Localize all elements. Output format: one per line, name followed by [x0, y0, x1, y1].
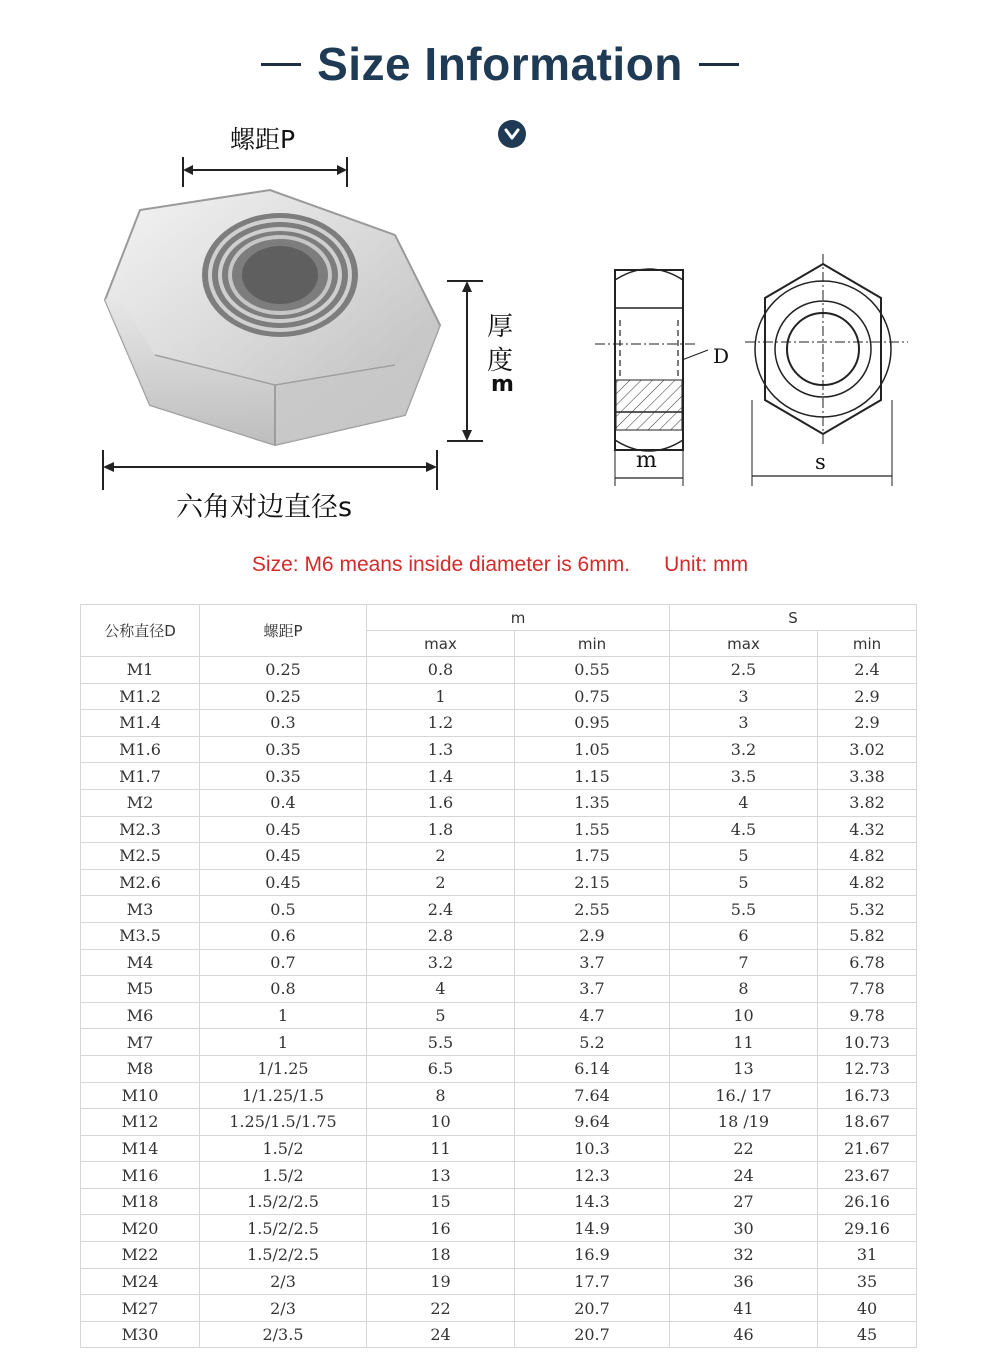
- cell-m-max: 4: [367, 976, 515, 1003]
- cell-m-max: 2.4: [367, 896, 515, 923]
- cell-nominal: M1.4: [81, 710, 200, 737]
- table-row: [81, 1082, 917, 1109]
- cell-pitch: 0.25: [200, 657, 367, 684]
- cell-s-max: 5: [670, 869, 818, 896]
- title-dash-right: [699, 63, 739, 66]
- pitch-label: 螺距P: [230, 125, 296, 154]
- table-row: [81, 1295, 917, 1322]
- cell-m-min: 17.7: [515, 1268, 670, 1295]
- size-note-text: Size: M6 means inside diameter is 6mm.: [251, 553, 631, 576]
- cell-nominal: M14: [81, 1135, 200, 1162]
- table-row: [81, 843, 917, 870]
- cell-m-min: 5.2: [515, 1029, 670, 1056]
- cell-nominal: M24: [81, 1268, 200, 1295]
- cell-nominal: M1.2: [81, 683, 200, 710]
- size-table-body: [81, 657, 917, 1348]
- cell-m-max: 1.6: [367, 789, 515, 816]
- cell-m-max: 13: [367, 1162, 515, 1189]
- header-m: m: [367, 605, 670, 631]
- cell-pitch: 2/3: [200, 1295, 367, 1322]
- cell-nominal: M2.5: [81, 843, 200, 870]
- cell-pitch: 0.8: [200, 976, 367, 1003]
- cell-s-max: 11: [670, 1029, 818, 1056]
- cell-s-min: 5.32: [818, 896, 917, 923]
- table-row: [81, 922, 917, 949]
- thickness-label-top: 厚: [487, 312, 514, 342]
- cell-s-min: 2.4: [818, 657, 917, 684]
- cell-m-max: 22: [367, 1295, 515, 1322]
- cell-pitch: 0.35: [200, 763, 367, 790]
- cell-m-max: 1.8: [367, 816, 515, 843]
- table-row: [81, 1215, 917, 1242]
- cell-m-min: 20.7: [515, 1321, 670, 1348]
- title-dash-left: [261, 63, 301, 66]
- cell-m-max: 11: [367, 1135, 515, 1162]
- cell-pitch: 0.25: [200, 683, 367, 710]
- cell-nominal: M27: [81, 1295, 200, 1322]
- cell-m-max: 18: [367, 1242, 515, 1269]
- cell-s-max: 41: [670, 1295, 818, 1322]
- cell-m-max: 19: [367, 1268, 515, 1295]
- title-row: [0, 32, 1000, 96]
- cell-nominal: M1.6: [81, 736, 200, 763]
- cell-s-min: 3.38: [818, 763, 917, 790]
- cell-s-min: 9.78: [818, 1002, 917, 1029]
- across-flats-label: 六角对边直径s: [176, 492, 353, 523]
- cell-s-max: 3.2: [670, 736, 818, 763]
- cell-pitch: 0.5: [200, 896, 367, 923]
- table-row: [81, 1268, 917, 1295]
- header-nominal: 公称直径D: [81, 605, 200, 657]
- table-row: [81, 1321, 917, 1348]
- cell-m-max: 2.8: [367, 922, 515, 949]
- cell-m-min: 3.7: [515, 976, 670, 1003]
- cell-s-max: 2.5: [670, 657, 818, 684]
- cell-s-min: 12.73: [818, 1055, 917, 1082]
- cell-nominal: M5: [81, 976, 200, 1003]
- cell-m-max: 1: [367, 683, 515, 710]
- cell-s-min: 4.82: [818, 869, 917, 896]
- header-m-min: min: [515, 631, 670, 657]
- cell-nominal: M3.5: [81, 922, 200, 949]
- table-row: [81, 763, 917, 790]
- cell-m-max: 15: [367, 1188, 515, 1215]
- cell-s-min: 40: [818, 1295, 917, 1322]
- cell-s-max: 36: [670, 1268, 818, 1295]
- cell-m-max: 1.2: [367, 710, 515, 737]
- table-row: [81, 976, 917, 1003]
- cell-nominal: M4: [81, 949, 200, 976]
- cell-s-min: 4.32: [818, 816, 917, 843]
- cell-s-min: 45: [818, 1321, 917, 1348]
- cell-nominal: M2.6: [81, 869, 200, 896]
- header-m-max: max: [367, 631, 515, 657]
- cell-m-min: 0.55: [515, 657, 670, 684]
- cell-m-max: 24: [367, 1321, 515, 1348]
- cell-m-min: 1.55: [515, 816, 670, 843]
- cell-s-max: 10: [670, 1002, 818, 1029]
- cell-pitch: 1/1.25/1.5: [200, 1082, 367, 1109]
- cell-m-min: 20.7: [515, 1295, 670, 1322]
- cell-m-max: 6.5: [367, 1055, 515, 1082]
- cell-m-min: 3.7: [515, 949, 670, 976]
- cell-s-min: 5.82: [818, 922, 917, 949]
- cell-pitch: 1.5/2: [200, 1135, 367, 1162]
- cell-m-min: 2.9: [515, 922, 670, 949]
- cell-pitch: 1.25/1.5/1.75: [200, 1109, 367, 1136]
- cell-s-min: 3.82: [818, 789, 917, 816]
- cell-pitch: 2/3.5: [200, 1321, 367, 1348]
- cell-s-max: 4.5: [670, 816, 818, 843]
- cell-nominal: M16: [81, 1162, 200, 1189]
- page-title: Size Information: [317, 38, 683, 90]
- header-s: S: [670, 605, 917, 631]
- cell-pitch: 0.45: [200, 869, 367, 896]
- cell-pitch: 0.4: [200, 789, 367, 816]
- cell-pitch: 1: [200, 1029, 367, 1056]
- cell-m-min: 0.95: [515, 710, 670, 737]
- cell-pitch: 2/3: [200, 1268, 367, 1295]
- cell-s-max: 4: [670, 789, 818, 816]
- nut-photo-illustration: [95, 115, 515, 525]
- cell-pitch: 1.5/2/2.5: [200, 1215, 367, 1242]
- cell-s-max: 46: [670, 1321, 818, 1348]
- cell-s-min: 23.67: [818, 1162, 917, 1189]
- cell-m-min: 14.3: [515, 1188, 670, 1215]
- cell-pitch: 0.6: [200, 922, 367, 949]
- header-pitch: 螺距P: [200, 605, 367, 657]
- cell-s-max: 30: [670, 1215, 818, 1242]
- cell-m-max: 2: [367, 843, 515, 870]
- cell-s-max: 13: [670, 1055, 818, 1082]
- table-row: [81, 1055, 917, 1082]
- cell-s-min: 2.9: [818, 683, 917, 710]
- cell-pitch: 0.35: [200, 736, 367, 763]
- table-row: [81, 869, 917, 896]
- table-row: [81, 896, 917, 923]
- cell-m-min: 14.9: [515, 1215, 670, 1242]
- cell-m-max: 5.5: [367, 1029, 515, 1056]
- cell-nominal: M30: [81, 1321, 200, 1348]
- cell-nominal: M1: [81, 657, 200, 684]
- cell-nominal: M2: [81, 789, 200, 816]
- cell-s-max: 3: [670, 710, 818, 737]
- thickness-label-m: m: [491, 372, 514, 397]
- table-row: [81, 1135, 917, 1162]
- cell-s-max: 6: [670, 922, 818, 949]
- cell-m-max: 10: [367, 1109, 515, 1136]
- cell-m-min: 2.55: [515, 896, 670, 923]
- cell-nominal: M22: [81, 1242, 200, 1269]
- cell-m-max: 16: [367, 1215, 515, 1242]
- cell-s-max: 5.5: [670, 896, 818, 923]
- cell-s-max: 18 /19: [670, 1109, 818, 1136]
- cell-nominal: M3: [81, 896, 200, 923]
- cell-s-max: 32: [670, 1242, 818, 1269]
- cell-m-min: 1.35: [515, 789, 670, 816]
- cell-pitch: 0.45: [200, 843, 367, 870]
- cell-nominal: M18: [81, 1188, 200, 1215]
- cell-pitch: 0.45: [200, 816, 367, 843]
- cell-s-min: 7.78: [818, 976, 917, 1003]
- cell-nominal: M10: [81, 1082, 200, 1109]
- cell-m-max: 8: [367, 1082, 515, 1109]
- table-row: [81, 683, 917, 710]
- cell-s-min: 35: [818, 1268, 917, 1295]
- cell-nominal: M7: [81, 1029, 200, 1056]
- cell-nominal: M1.7: [81, 763, 200, 790]
- cell-m-min: 1.75: [515, 843, 670, 870]
- cell-m-max: 3.2: [367, 949, 515, 976]
- table-row: [81, 710, 917, 737]
- cell-m-max: 0.8: [367, 657, 515, 684]
- cell-m-min: 10.3: [515, 1135, 670, 1162]
- cell-m-min: 1.05: [515, 736, 670, 763]
- cell-pitch: 1.5/2/2.5: [200, 1242, 367, 1269]
- table-row: [81, 1242, 917, 1269]
- cell-nominal: M6: [81, 1002, 200, 1029]
- drawing-label-m: m: [636, 448, 657, 473]
- cell-m-min: 7.64: [515, 1082, 670, 1109]
- table-row: [81, 1188, 917, 1215]
- size-note: [0, 553, 1000, 577]
- cell-s-min: 29.16: [818, 1215, 917, 1242]
- cell-s-min: 6.78: [818, 949, 917, 976]
- drawing-label-s: s: [815, 450, 826, 474]
- cell-m-min: 16.9: [515, 1242, 670, 1269]
- cell-s-min: 2.9: [818, 710, 917, 737]
- thickness-label-mid: 度: [487, 346, 514, 376]
- cell-nominal: M12: [81, 1109, 200, 1136]
- cell-m-min: 1.15: [515, 763, 670, 790]
- cell-s-min: 4.82: [818, 843, 917, 870]
- table-row: [81, 789, 917, 816]
- cell-s-min: 31: [818, 1242, 917, 1269]
- cell-s-max: 8: [670, 976, 818, 1003]
- cell-nominal: M2.3: [81, 816, 200, 843]
- cell-m-min: 2.15: [515, 869, 670, 896]
- table-row: [81, 949, 917, 976]
- cell-s-min: 10.73: [818, 1029, 917, 1056]
- cell-m-max: 1.4: [367, 763, 515, 790]
- cell-s-min: 18.67: [818, 1109, 917, 1136]
- cell-m-min: 0.75: [515, 683, 670, 710]
- cell-m-max: 1.3: [367, 736, 515, 763]
- cell-s-max: 7: [670, 949, 818, 976]
- cell-pitch: 1.5/2/2.5: [200, 1188, 367, 1215]
- cell-nominal: M20: [81, 1215, 200, 1242]
- cell-s-min: 21.67: [818, 1135, 917, 1162]
- cell-s-max: 16./ 17: [670, 1082, 818, 1109]
- cell-s-max: 5: [670, 843, 818, 870]
- header-s-max: max: [670, 631, 818, 657]
- cell-s-min: 3.02: [818, 736, 917, 763]
- table-row: [81, 1002, 917, 1029]
- cell-m-min: 4.7: [515, 1002, 670, 1029]
- drawing-label-d: D: [713, 344, 730, 368]
- table-row: [81, 736, 917, 763]
- cell-m-max: 5: [367, 1002, 515, 1029]
- table-row: [81, 1029, 917, 1056]
- cell-m-min: 6.14: [515, 1055, 670, 1082]
- cell-pitch: 1.5/2: [200, 1162, 367, 1189]
- cell-s-min: 26.16: [818, 1188, 917, 1215]
- table-row: [81, 657, 917, 684]
- cell-s-max: 3: [670, 683, 818, 710]
- size-table: [80, 604, 917, 1348]
- cell-m-min: 9.64: [515, 1109, 670, 1136]
- cell-pitch: 0.7: [200, 949, 367, 976]
- cell-m-min: 12.3: [515, 1162, 670, 1189]
- cell-s-max: 3.5: [670, 763, 818, 790]
- unit-note-text: Unit: mm: [664, 553, 749, 576]
- cell-s-max: 24: [670, 1162, 818, 1189]
- header-s-min: min: [818, 631, 917, 657]
- table-row: [81, 1162, 917, 1189]
- cell-pitch: 0.3: [200, 710, 367, 737]
- cell-nominal: M8: [81, 1055, 200, 1082]
- cell-pitch: 1: [200, 1002, 367, 1029]
- cell-s-min: 16.73: [818, 1082, 917, 1109]
- cell-s-max: 22: [670, 1135, 818, 1162]
- table-row: [81, 816, 917, 843]
- cell-m-max: 2: [367, 869, 515, 896]
- cell-pitch: 1/1.25: [200, 1055, 367, 1082]
- cell-s-max: 27: [670, 1188, 818, 1215]
- table-row: [81, 1109, 917, 1136]
